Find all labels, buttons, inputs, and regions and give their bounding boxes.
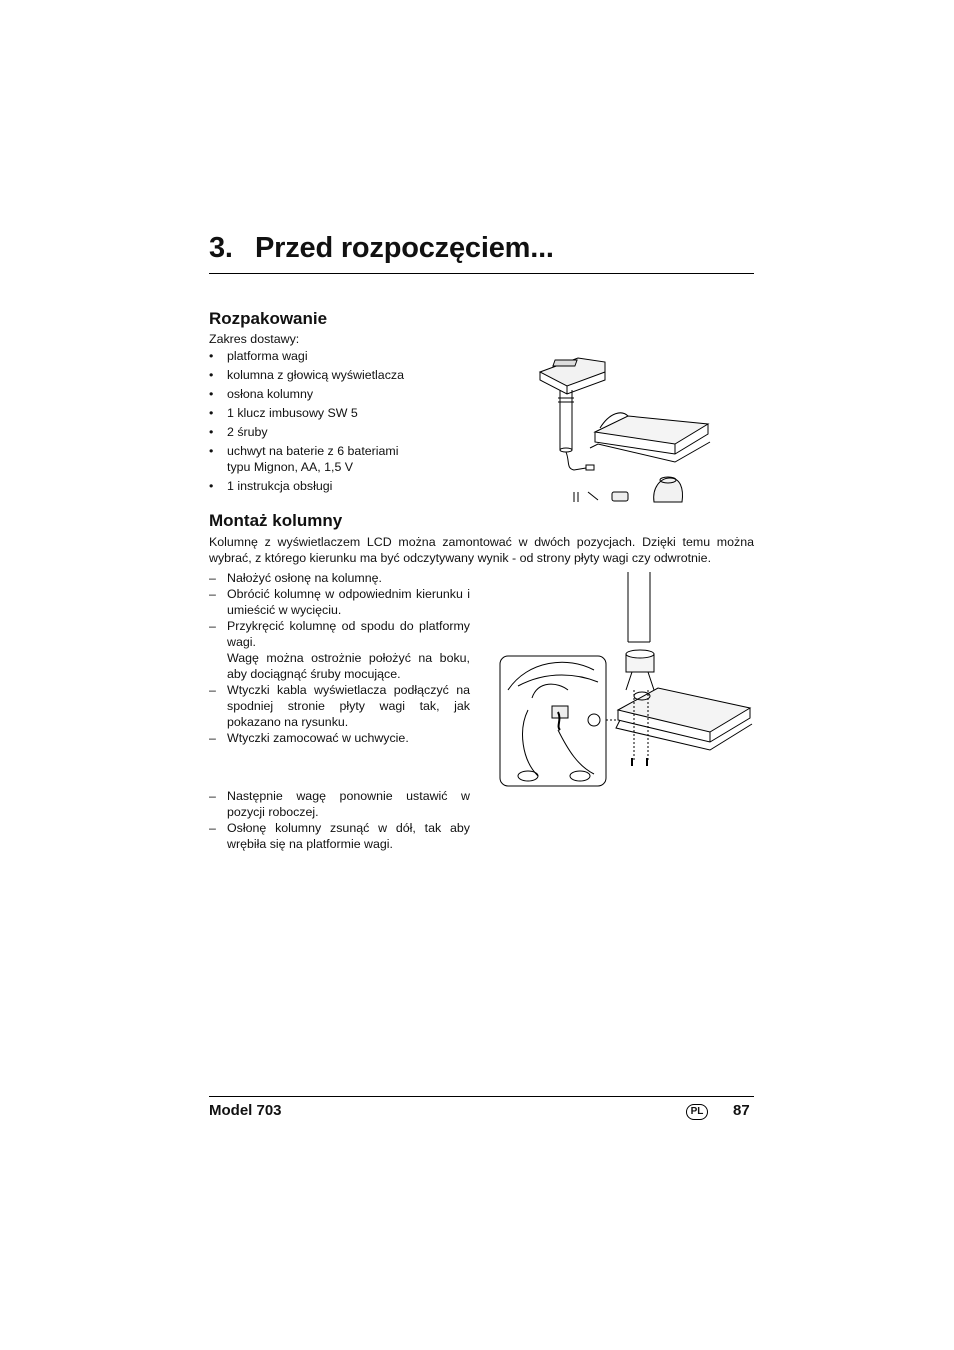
mounting-steps-final <box>209 788 470 852</box>
list-item: • platforma wagi <box>209 348 469 364</box>
unpacking-intro: Zakres dostawy: <box>209 332 300 346</box>
mounting-note: Wagę można ostrożnie położyć na boku, aby dociągnąć śruby mocujące. <box>227 651 470 681</box>
mounting-intro: Kolumnę z wyświetlaczem LCD można zamontować w dwóch pozycjach. Dzięki temu można wybrać, z którego kierunku ma być odczytywany wynik - od strony płyty wagi czy odwrotnie. <box>209 535 754 565</box>
unpacking-heading: Rozpakowanie <box>209 309 328 328</box>
list-item: – Następnie wagę ponownie ustawić w pozycji roboczej. <box>209 789 470 819</box>
scale-parts-illustration <box>530 352 730 512</box>
list-item: • 1 instrukcja obsługi <box>209 478 469 494</box>
list-item: • kolumna z głowicą wyświetlacza <box>209 367 469 383</box>
list-item: – Wtyczki kabla wyświetlacza podłączyć na spodniej stronie płyty wagi tak, jak pokazano na rysunku. <box>209 683 470 729</box>
list-item: • 1 klucz imbusowy SW 5 <box>209 405 469 421</box>
page-number: 87 <box>733 1102 750 1119</box>
list-item: – Wtyczki zamocować w uchwycie. <box>209 731 409 745</box>
footer-rule <box>209 1096 754 1097</box>
mounting-heading: Montaż kolumny <box>209 511 343 530</box>
chapter-number: 3. <box>209 232 233 264</box>
list-item: • osłona kolumny <box>209 386 469 402</box>
list-item: – Przykręcić kolumnę od spodu do platformy wagi. <box>209 619 470 649</box>
title-rule <box>209 273 754 274</box>
footer-model: Model 703 <box>209 1102 282 1119</box>
list-item: – Obrócić kolumnę w odpowiednim kierunku i umieścić w wycięciu. <box>209 587 470 617</box>
mounting-steps <box>209 570 470 746</box>
language-badge: PL <box>686 1104 708 1120</box>
chapter-title-text: Przed rozpoczęciem... <box>255 232 554 264</box>
list-item: – Osłonę kolumny zsunąć w dół, tak aby wrębiła się na platformie wagi. <box>209 821 470 851</box>
chapter-title <box>209 232 554 265</box>
list-item: • uchwyt na baterie z 6 bateriami typu Mignon, AA, 1,5 V <box>209 443 407 475</box>
column-mounting-illustration <box>498 570 754 790</box>
list-item: – Nałożyć osłonę na kolumnę. <box>209 571 382 585</box>
list-item: • 2 śruby <box>209 424 469 440</box>
delivery-list <box>209 348 469 497</box>
